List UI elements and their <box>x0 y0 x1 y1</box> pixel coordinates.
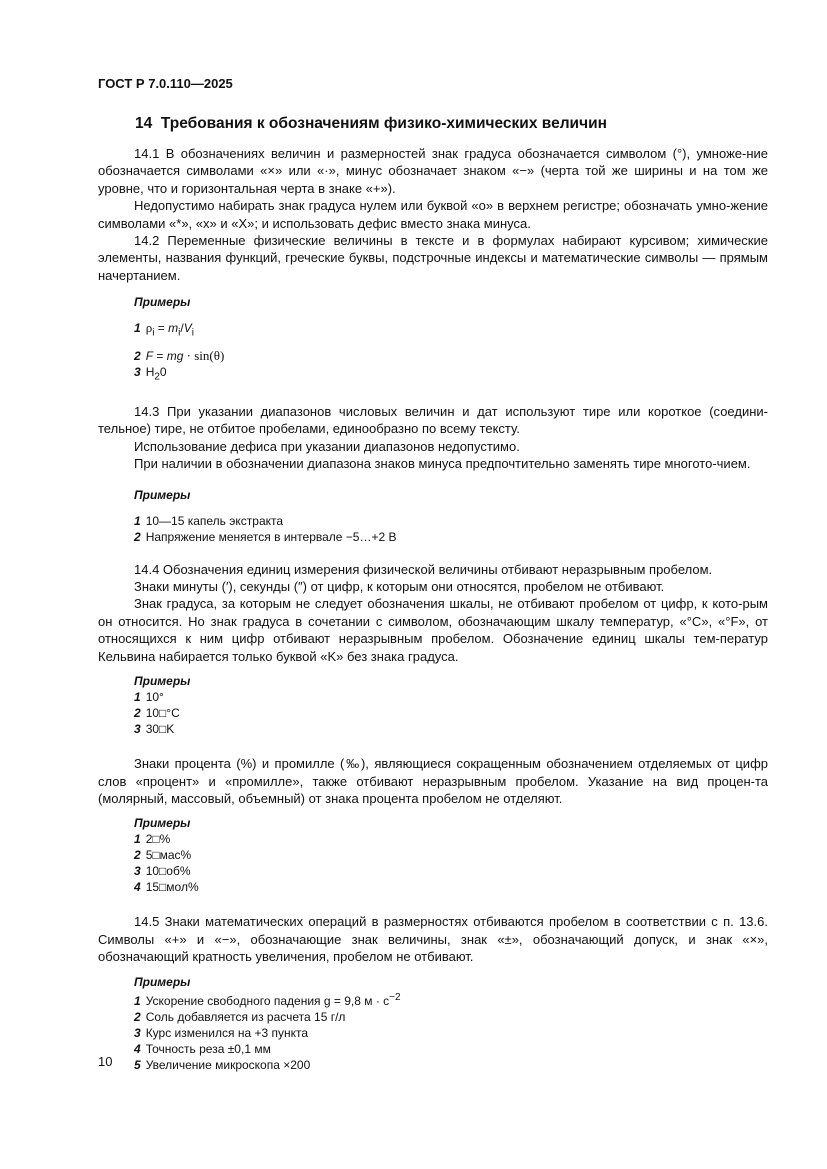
example-text: 10° <box>145 690 164 705</box>
example-number: 2 <box>134 529 141 544</box>
paragraph-14-4-c: Знак градуса, за которым не следует обозначения шкалы, не отбивают пробелом от цифр, к кото-рым он относится. Но знак градуса в сочетании с символом, обозначающим шкалу температур, «°C», «°F», от относящихся к ним цифр отбивают неразрывным пробелом. Обозначение единиц шкалы тем-ператур Кельвина набирается только буквой «K» без знака градуса. <box>98 596 768 664</box>
example-item <box>134 705 768 721</box>
examples-block-1 <box>134 294 768 385</box>
section-title <box>135 114 768 134</box>
example-item <box>134 513 768 529</box>
example-item <box>134 529 768 545</box>
example-number: 3 <box>134 1025 141 1040</box>
formula-zero: 0 <box>159 364 167 379</box>
paragraph-14-3-b: Использование дефиса при указании диапазонов недопустимо. <box>134 438 520 454</box>
formula-h: H <box>145 364 155 379</box>
formula-slash: / <box>180 321 184 336</box>
examples-label: Примеры <box>134 816 191 831</box>
example-text: 2□% <box>145 832 171 847</box>
paragraph-14-4-b: Знаки минуты (′), секунды (″) от цифр, к которым они относятся, пробелом не отбивают. <box>134 579 665 595</box>
examples-label: Примеры <box>134 974 191 989</box>
example-item <box>134 364 768 385</box>
example-number: 4 <box>134 880 141 895</box>
paragraph-14-1-b: Недопустимо набирать знак градуса нулем или буквой «о» в верхнем регистре; обозначать умно-жение символами «*», «x» и «X»; и использовать дефис вместо знака минуса. <box>98 198 768 231</box>
examples-block-2 <box>134 487 768 545</box>
example-item <box>134 879 768 895</box>
formula-f: F <box>145 348 154 363</box>
example-item <box>134 847 768 863</box>
examples-label: Примеры <box>134 674 191 689</box>
formula-rho: ρ <box>145 320 153 336</box>
example-number: 1 <box>134 993 141 1008</box>
example-item <box>134 348 768 364</box>
section-number: 14 <box>135 115 153 132</box>
example-item <box>134 1025 768 1041</box>
example-item <box>134 1041 768 1057</box>
example-item <box>134 831 768 847</box>
example-item <box>134 863 768 879</box>
paragraph-14-1-a: 14.1 В обозначениях величин и размерностей знак градуса обозначается символом (°), умноже-ние обозначается символами «×» или «·», минус обозначает знаком «−» (черта той же ширины и на том же уровне, что и горизонтальная черта в знаке «+»). <box>98 146 768 196</box>
formula-eq: = <box>153 348 167 363</box>
paragraph-14-2-a: 14.2 Переменные физические величины в тексте и в формулах набирают курсивом; химические элементы, названия функций, греческие буквы, подстрочные индексы и математические символы — прямым начертанием. <box>98 233 768 283</box>
example-number: 4 <box>134 1041 141 1056</box>
paragraph-14-4-a: 14.4 Обозначения единиц измерения физической величины отбивают неразрывным пробелом. <box>134 561 713 577</box>
example-text: Точность реза ±0,1 мм <box>145 1041 271 1056</box>
paragraph-percent: Знаки процента (%) и промилле (‰), являющиеся сокращенным обозначением отделяемых от цифр слов «процент» и «промилле», также отбивают неразрывным пробелом. Указание на вид процен-та (молярный, массовый, объемный) от знака процента пробелом не отделяют. <box>98 756 768 806</box>
example-text: 15□мол% <box>145 880 199 895</box>
page-number: 10 <box>98 1054 113 1069</box>
example-item <box>134 990 768 1009</box>
example-text: 10□°C <box>145 706 180 721</box>
formula-v: V <box>183 321 192 336</box>
examples-block-3 <box>134 673 768 737</box>
example-number: 3 <box>134 864 141 879</box>
examples-label: Примеры <box>134 487 191 502</box>
example-number: 1 <box>134 321 141 336</box>
example-number: 5 <box>134 1057 141 1072</box>
document-header: ГОСТ Р 7.0.110—2025 <box>98 76 233 91</box>
example-item <box>134 721 768 737</box>
section-title-text: Требования к обозначениям физико-химических величин <box>160 115 607 132</box>
example-text: Увеличение микроскопа ×200 <box>145 1057 311 1072</box>
main-content <box>98 114 768 1073</box>
example-item <box>134 689 768 705</box>
example-number: 2 <box>134 848 141 863</box>
paragraph-14-3-c: При наличии в обозначении диапазона знаков минуса предпочтительно заменять тире многото-чием. <box>134 456 751 472</box>
example-text: 10—15 капель экстракта <box>145 513 284 528</box>
formula-m: m <box>168 321 179 336</box>
example-number: 1 <box>134 832 141 847</box>
subscript-2: 2 <box>154 371 160 383</box>
example-number: 2 <box>134 706 141 721</box>
example-number: 1 <box>134 690 141 705</box>
example-number: 3 <box>134 364 141 379</box>
example-text: 30□K <box>145 722 175 737</box>
formula-eq: = <box>154 321 169 336</box>
paragraph-14-5-a: 14.5 Знаки математических операций в размерностях отбиваются пробелом в соответствии с п. 13.6. Символы «+» и «−», обозначающие знак величины, знак «±», обозначающий допуск, и знак «×», обозначающий кратность увеличения, пробелом не отбивают. <box>98 914 768 965</box>
formula-sin: · sin(θ) <box>183 347 225 363</box>
example-item <box>134 1057 768 1073</box>
examples-block-5 <box>134 974 768 1073</box>
example-text: Курс изменился на +3 пункта <box>145 1025 309 1040</box>
example-text: Соль добавляется из расчета 15 г/л <box>145 1009 346 1024</box>
example-text: Ускорение свободного падения g = 9,8 м · с <box>145 993 390 1008</box>
example-number: 1 <box>134 513 141 528</box>
subscript-i: i <box>152 327 155 339</box>
example-number: 2 <box>134 348 141 363</box>
subscript-i: i <box>191 327 194 339</box>
example-text: 5□мас% <box>145 848 192 863</box>
examples-label: Примеры <box>134 295 191 310</box>
examples-block-4 <box>134 815 768 895</box>
subscript-i: i <box>178 327 181 339</box>
formula-mg: mg <box>166 348 184 363</box>
example-text: 10□об% <box>145 864 191 879</box>
example-number: 3 <box>134 722 141 737</box>
example-item <box>134 1009 768 1025</box>
superscript-minus-2: −2 <box>389 991 401 1003</box>
example-text: Напряжение меняется в интервале −5…+2 В <box>145 529 397 544</box>
example-number: 2 <box>134 1009 141 1024</box>
example-item <box>134 320 768 341</box>
paragraph-14-3-a: 14.3 При указании диапазонов числовых величин и дат используют тире или короткое (соедини-тельное) тире, не отбитое пробелами, единообразно по всему тексту. <box>98 404 768 437</box>
